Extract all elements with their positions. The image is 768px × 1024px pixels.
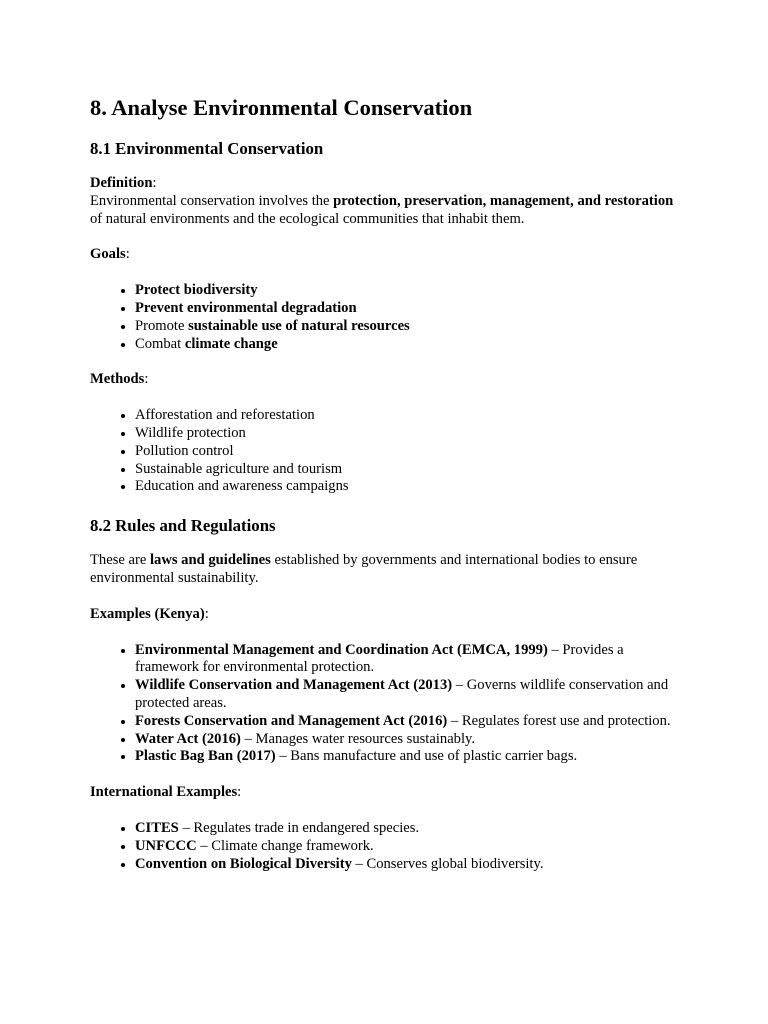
goals-label-line: Goals: [90,246,130,263]
example-name: Wildlife Conservation and Management Act (2013) [135,677,453,694]
kenya-examples-label-line: Examples (Kenya): [90,605,209,622]
international-examples-label-line: International Examples: [90,784,242,801]
text-run: established by governments and international bodies to ensure environmental sustainability. [90,552,638,586]
bold-text-run: climate change [184,335,278,352]
example-name: Environmental Management and Coordination Act (EMCA, 1999) [135,641,548,658]
international-examples-list [90,820,680,873]
example-desc: – Regulates forest use and protection. [447,712,671,729]
definition-label-line: Definition: [90,175,157,191]
kenya-example-item [135,677,680,713]
method-item: • Pollution control [135,443,680,461]
kenya-example-item [135,748,680,766]
example-desc: – Governs wildlife conservation and protected areas. [135,677,669,711]
bold-text-run: sustainable use of natural resources [188,317,410,334]
international-examples-label: International Examples [90,784,238,801]
document-content [90,94,680,891]
definition-text [90,193,680,229]
example-desc: – Provides a framework for environmental protection. [135,641,624,676]
method-item: • Sustainable agriculture and tourism [135,461,680,479]
methods-list [90,407,680,496]
example-desc: – Regulates trade in endangered species. [178,819,420,836]
method-item: • Wildlife protection [135,425,680,443]
example-name: Water Act (2016) [135,730,241,747]
section-heading-rules-regulations: 8.2 Rules and Regulations [90,516,276,536]
bold-text-run: laws and guidelines [149,552,271,569]
example-name: CITES [135,819,179,836]
international-example-item [135,820,680,838]
example-name: Convention on Biological Diversity [135,855,352,872]
text-run: Promote [135,317,189,334]
methods-label: Methods [90,371,145,388]
example-name: Plastic Bag Ban (2017) [135,748,276,765]
goal-item [135,300,680,318]
goal-item [135,282,680,300]
methods-label-line: Methods: [90,371,149,388]
method-item: • Afforestation and reforestation [135,407,680,425]
kenya-example-item [135,642,680,678]
method-item: • Education and awareness campaigns [135,478,680,496]
goals-list [90,282,680,353]
bold-text-run: Protect biodiversity [135,282,258,299]
bold-text-run: Prevent environmental degradation [135,299,357,316]
international-example-item [135,838,680,856]
kenya-example-item [135,713,680,731]
example-desc: – Climate change framework. [196,837,374,854]
goals-label: Goals [90,246,126,263]
international-example-item [135,856,680,874]
text-run: of natural environments and the ecological communities that inhabit them. [90,210,525,227]
text-run: Environmental conservation involves the [90,192,334,209]
example-name: Forests Conservation and Management Act (2016) [135,712,448,729]
example-desc: – Conserves global biodiversity. [351,855,544,872]
goal-item [135,318,680,336]
text-run: Combat [135,335,185,352]
kenya-example-item [135,731,680,749]
page-title: 8. Analyse Environmental Conservation [90,95,473,120]
kenya-examples-label: Examples (Kenya) [90,605,205,622]
example-name: UNFCCC [135,837,197,854]
example-desc: – Manages water resources sustainably. [240,730,476,747]
example-desc: – Bans manufacture and use of plastic carrier bags. [275,748,578,765]
text-run: These are [90,552,150,569]
regulations-intro [90,552,680,588]
bold-text-run: protection, preservation, management, and restoration [333,192,674,209]
section-heading-environmental-conservation: 8.1 Environmental Conservation [90,139,324,158]
goal-item [135,336,680,354]
kenya-examples-list [90,642,680,767]
definition-label: Definition [90,175,153,191]
